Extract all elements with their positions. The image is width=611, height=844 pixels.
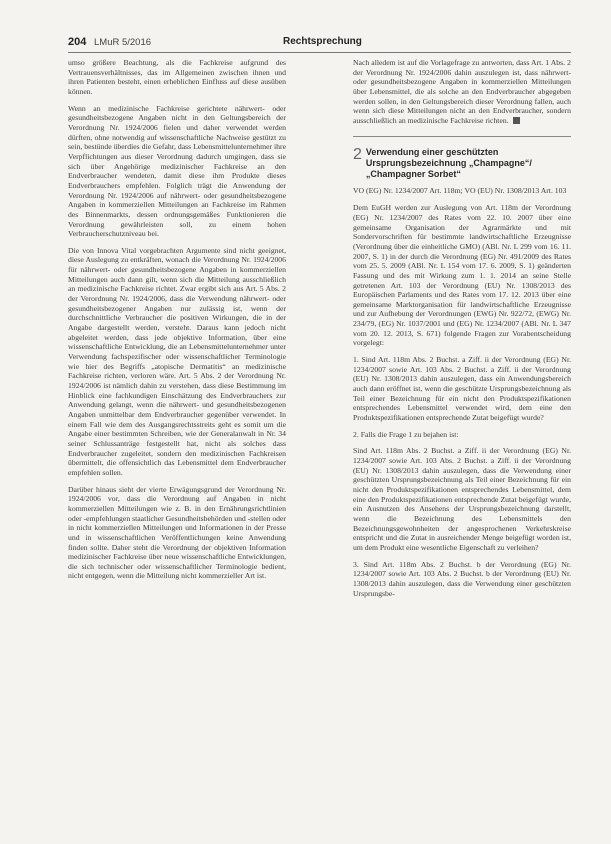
paragraph: umso größere Beachtung, als die Fachkreise aufgrund des Vertrauensverhältnisses, das im Allgemeinen zwischen ihnen und ihren Patienten besteht, einen erheblichen Einfluss auf diese ausüben können. bbox=[68, 58, 286, 96]
paragraph bbox=[353, 58, 571, 126]
case-title: Verwendung einer geschützten Ursprungsbezeichnung „Champagne“/ „Champagner Sorbet“ bbox=[365, 146, 532, 179]
case-heading bbox=[353, 147, 571, 180]
page-number: 204 bbox=[68, 36, 87, 48]
paragraph: Darüber hinaus sieht der vierte Erwägungsgrund der Verordnung Nr. 1924/2006 vor, dass die Verordnung auf Angaben in nicht kommerziellen Mitteilungen wie z. B. in den Ernährungsrichtlinien oder -empfehlungen staatlicher Gesundheitsbehörden und -stellen oder in nicht kommerziellen Mitteilungen und Informationen in der Presse und in wissenschaftlichen Veröffentlichungen keine Anwendung finden sollte. Daher steht die Verordnung der objektiven Information medizinischer Fachkreise über neue wissenschaftliche Entwicklungen, die sich technischer oder wissenschaftlicher Terminologie bedient, nicht entgegen, wenn die Mitteilung nicht kommerzieller Art ist. bbox=[68, 484, 286, 581]
end-of-article-icon bbox=[513, 117, 520, 124]
page-header bbox=[68, 36, 568, 52]
paragraph: Sind Art. 118m Abs. 2 Buchst. a Ziff. ii der Verordnung (EG) Nr. 1234/2007 sowie Art. 103 Abs. 2 Buchst. a Ziff. ii der Verordnung (EU) Nr. 1308/2013 dahin auszulegen, dass die Verwendung einer geschützten Ursprungsbezeichnung als Teil einer Bezeichnung für ein nicht den Produktspezifikationen entsprechendes Lebensmittel, dem eine den Produktspezifikationen entsprechende Zutat beigefügt wurde, ein Ausnutzen des Ansehens der Ursprungsbezeichnung darstellt, wenn die Bezeichnung des Lebensmittels den Bezeichnungsgewohnheiten der angesprochenen Verkehrskreise entspricht und die Zutat in ausreichender Menge beigefügt worden ist, um dem Produkt eine wesentliche Eigenschaft zu verleihen? bbox=[353, 446, 571, 552]
legal-citation: VO (EG) Nr. 1234/2007 Art. 118m; VO (EU) Nr. 1308/2013 Art. 103 bbox=[353, 185, 567, 195]
left-column bbox=[68, 58, 286, 588]
section-title: Rechtsprechung bbox=[283, 36, 362, 47]
paragraph: Wenn an medizinische Fachkreise gerichtete nährwert- oder gesundheitsbezogene Angaben nicht in den Geltungsbereich der Verordnung Nr. 1924/2006 fielen und daher verwendet werden dürften, ohne notwendig auf wissenschaftliche Nachweise gestützt zu sein, bestünde überdies die Gefahr, dass Lebensmittelunternehmer ihre Verpflichtungen aus dieser Verordnung dadurch umgingen, dass sie sich über Angehörige medizinischer Fachkreise an den Endverbraucher wendeten, damit diese ihm Produkte dieses Endverbrauchers empfehlen. Folglich trägt die Anwendung der Verordnung Nr. 1924/2006 auf nährwert- oder gesundheitsbezogene Angaben in kommerziellen Mitteilungen an Fachkreise im Rahmen des Binnenmarkts, dessen ordnungsgemäßes Funktionieren die Verordnung gewährleisten soll, zu einem hohen Verbraucherschutzniveau bei. bbox=[68, 103, 286, 239]
paragraph-text: Nach alledem ist auf die Vorlagefrage zu antworten, dass Art. 1 Abs. 2 der Verordnung Nr. 1924/2006 dahin auszulegen ist, dass nährwert- oder gesundheitsbezogene Angaben in kommerziellen Mitteilungen über Lebensmittel, die als solche an den Endverbraucher abgegeben werden sollen, in den Geltungsbereich dieser Verordnung fallen, auch wenn sich diese Mitteilungen nicht an den Endverbraucher, sondern ausschließlich an medizinische Fachkreise richten. bbox=[353, 58, 571, 125]
case-number: 2 bbox=[353, 145, 362, 163]
paragraph: 2. Falls die Frage 1 zu bejahen ist: bbox=[353, 429, 459, 439]
header-rule bbox=[68, 52, 571, 53]
article-divider bbox=[353, 136, 571, 137]
paragraph: 3. Sind Art. 118m Abs. 2 Buchst. b der Verordnung (EG) Nr. 1234/2007 sowie Art. 103 Abs. 2 Buchst. b der Verordnung (EU) Nr. 1308/2013 dahin auszulegen, dass die Verwendung einer geschützten Ursprungsbe- bbox=[353, 559, 571, 598]
paragraph: Die von Innova Vital vorgebrachten Argumente sind nicht geeignet, diese Auslegung zu entkräften, wonach die Verordnung Nr. 1924/2006 für nährwert- oder gesundheitsbezogene Angaben in kommerziellen Mitteilungen auch dann gilt, wenn sich die Mitteilung ausschließlich an medizinische Fachkreise richtet. Zwar ergibt sich aus Art. 5 Abs. 2 der Verordnung Nr. 1924/2006, dass die Verwendung nährwert- oder gesundheitsbezogener Angaben nur zulässig ist, wenn der durchschnittliche Verbraucher die positiven Wirkungen, die in der Angabe dargestellt werden, versteht. Daraus kann jedoch nicht abgeleitet werden, dass jede objektive Information, über eine wissenschaftliche Entwicklung, die an Lebensmittelunternehmer unter Verwendung fachspezifischer oder wissenschaftlicher Terminologie wie hier des Begriffs „atopische Dermatitis“ an medizinische Fachkreise richten, verloren wäre. Art. 5 Abs. 2 der Verordnung Nr. 1924/2006 ist nämlich dahin zu verstehen, dass diese Bestimmung im Hinblick eine fachkundigen Einschätzung des Endverbrauchers zur Anwendung gelangt, wenn die nährwert- und gesundheitsbezogenen Angaben unmittelbar dem Endverbraucher gegenüber verwendet. In einem Fall wie dem des Ausgangsrechtsstreits geht es somit um die Angabe einer bestimmten Schreiben, wie der Generalanwalt in Nr. 34 seiner Schlussanträge festgestellt hat, nicht als solches dass Endverbraucher zugeleitet, sondern den medizinischen Fachkreisen übermittelt, die offensichtlich das Lebensmittel dem Endverbraucher empfehlen sollen. bbox=[68, 245, 286, 477]
paragraph: 1. Sind Art. 118m Abs. 2 Buchst. a Ziff. ii der Verordnung (EG) Nr. 1234/2007 sowie Art. 103 Abs. 2 Buchst. a Ziff. ii der Verordnung (EU) Nr. 1308/2013 dahin auszulegen, dass ein Anwendungsbereich auch dann eröffnet ist, wenn die geschützte Ursprungsbezeichnung als Teil einer Bezeichnung für ein nicht den Produktspezifikationen entsprechendes Lebensmittel verwendet wird, dem eine den Produktspezifikationen entsprechende Zutat beigefügt wurde? bbox=[353, 355, 571, 423]
right-column bbox=[353, 58, 571, 605]
paragraph: Dem EuGH werden zur Auslegung von Art. 118m der Verordnung (EG) Nr. 1234/2007 des Rates vom 22. 10. 2007 über eine gemeinsame Organisation der Agrarmärkte und mit Sondervorschriften für bestimmte landwirtschaftliche Erzeugnisse (Verordnung über die einheitliche GMO) (ABl. Nr. L 299 vom 16. 11. 2007, S. 1) in der durch die Verordnung (EG) Nr. 491/2009 des Rates vom 25. 5. 2009 (ABl. Nr. L 154 vom 17. 6. 2009, S. 1) geänderten Fassung und des mit Wirkung zum 1. 1. 2014 an seine Stelle getretenen Art. 103 der Verordnung (EU) Nr. 1308/2013 des Europäischen Parlaments und des Rates vom 17. 12. 2013 über eine gemeinsame Marktorganisation für landwirtschaftliche Erzeugnisse und zur Aufhebung der Verordnungen (EWG) Nr. 922/72, (EWG) Nr. 234/79, (EG) Nr. 1037/2001 und (EG) Nr. 1234/2007 (ABl. Nr. L 347 vom 20. 12. 2013, S. 671) folgende Fragen zur Vorabentscheidung vorgelegt: bbox=[353, 203, 571, 348]
journal-reference: LMuR 5/2016 bbox=[94, 37, 152, 48]
